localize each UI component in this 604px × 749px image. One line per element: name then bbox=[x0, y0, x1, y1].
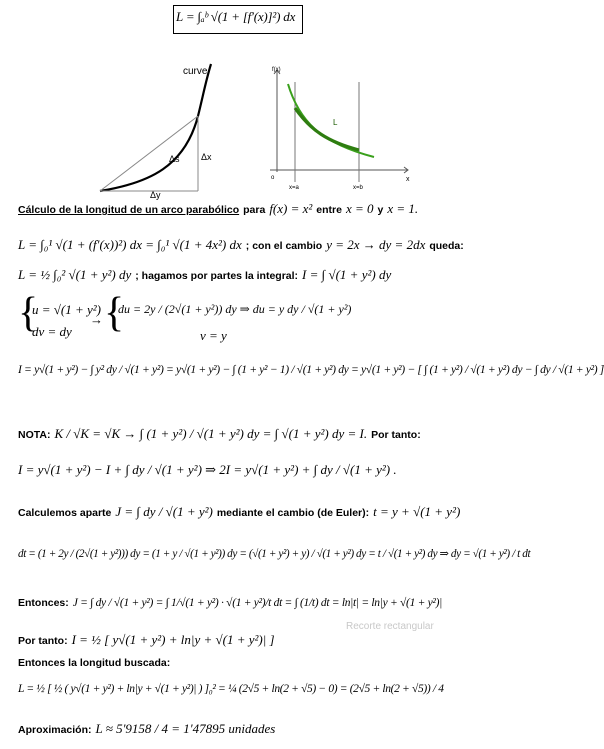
line-approximation bbox=[18, 720, 275, 738]
por-tanto-label: Por tanto: bbox=[18, 635, 68, 647]
calculemos-text: Calculemos aparte bbox=[18, 507, 112, 519]
queda-text: queda: bbox=[429, 240, 464, 252]
arc-curve bbox=[100, 64, 211, 191]
line-dt: dt = (1 + 2y / (2√(1 + y²))) dy = (1 + y / √(1 + y²)) dy = (√(1 + y²) + y) / √(1 + y²) dy = t / √(1 + y²) dy ⇒ dy = √(1 + y²) / t dt bbox=[18, 548, 531, 560]
aproximacion-label: Aproximación: bbox=[18, 724, 92, 736]
dy-label: Δy bbox=[150, 190, 161, 200]
para-word: para bbox=[243, 204, 266, 216]
longitud-label: Entonces la longitud buscada: bbox=[18, 657, 171, 669]
entre-word: entre bbox=[316, 204, 342, 216]
right-brace: { bbox=[104, 290, 125, 336]
lower-limit: x = 0 bbox=[345, 201, 374, 216]
x-axis-label: x bbox=[406, 176, 410, 183]
nota-por-tanto: Por tanto: bbox=[371, 429, 421, 441]
i-result: I = ½ [ y√(1 + y²) + ln|y + √(1 + y²)| ] bbox=[71, 632, 275, 647]
du-derivation: du = 2y / (2√(1 + y²)) dy ⇒ du = y dy / √(1 + y²) bbox=[118, 302, 352, 316]
section-heading: Cálculo de la longitud de un arco parabólico bbox=[18, 204, 240, 216]
dv-definition: dv = dy bbox=[32, 324, 72, 339]
upper-limit: x = 1. bbox=[387, 201, 419, 216]
function-curve bbox=[288, 84, 374, 157]
curve-label: curve bbox=[183, 66, 208, 77]
line-entonces-j bbox=[18, 593, 442, 611]
line-arc-integral bbox=[18, 236, 464, 254]
half-integral: L = ½ ∫₀² √(1 + y²) dy bbox=[18, 267, 132, 282]
change-formula: y = 2x → dy = 2dx bbox=[326, 237, 426, 252]
line-final-length: L = ½ [ ½ ( y√(1 + y²) + ln|y + √(1 + y²)| ) ]₀² = ¼ (2√5 + ln(2 + √5) − 0) = (2√5 + ln(2 + √5)) / 4 bbox=[18, 683, 444, 695]
curve-l-label: L bbox=[333, 118, 338, 127]
line-por-tanto-i bbox=[18, 631, 275, 649]
y-axis-label: f(x) bbox=[272, 67, 281, 73]
line-solve-i: I = y√(1 + y²) − I + ∫ dy / √(1 + y²) ⇒ 2I = y√(1 + y²) + ∫ dy / √(1 + y²) . bbox=[18, 462, 397, 477]
arc-segment bbox=[295, 108, 359, 150]
left-brace: { bbox=[18, 290, 39, 336]
nota-formula: K / √K = √K → ∫ (1 + y²) / √(1 + y²) dy = ∫ √(1 + y²) dy = I. bbox=[54, 426, 368, 441]
y-word: y bbox=[377, 204, 384, 216]
chord-line bbox=[100, 116, 198, 191]
j-integral: J = ∫ dy / √(1 + y²) bbox=[115, 504, 213, 519]
u-definition: u = √(1 + y²) bbox=[32, 302, 102, 317]
ds-label: Δs bbox=[169, 154, 180, 164]
nota-label: NOTA: bbox=[18, 429, 51, 441]
change-text: ; con el cambio bbox=[245, 240, 323, 252]
entonces-label: Entonces: bbox=[18, 597, 69, 609]
function-graph-figure bbox=[262, 62, 414, 192]
curve-triangle-figure bbox=[70, 58, 240, 198]
nota-line bbox=[18, 425, 421, 443]
arc-length-formula: L = ∫ₐᵇ √(1 + [f′(x)]²) dx bbox=[176, 9, 296, 24]
line-calc-j bbox=[18, 503, 460, 521]
arc-integral: L = ∫₀¹ √(1 + (f′(x))²) dx = ∫₀¹ √(1 + 4x²) dx bbox=[18, 237, 242, 252]
euler-text: mediante el cambio (de Euler): bbox=[216, 507, 370, 519]
by-parts-text: ; hagamos por partes la integral: bbox=[135, 270, 299, 282]
line-integral-y bbox=[18, 266, 391, 284]
function-definition: f(x) = x² bbox=[269, 201, 313, 216]
parts-system bbox=[18, 290, 508, 346]
integral-i: I = ∫ √(1 + y²) dy bbox=[302, 267, 392, 282]
line-integration-parts: I = y√(1 + y²) − ∫ y² dy / √(1 + y²) = y√(1 + y²) − ∫ (1 + y² − 1) / √(1 + y²) dy = y√(1 + y²) − [ ∫ (1 + y²) / √(1 + y²) dy − ∫ dy / √(1 + y²) ] bbox=[18, 363, 604, 376]
euler-change: t = y + √(1 + y²) bbox=[373, 504, 461, 519]
watermark-text: Recorte rectangular bbox=[346, 621, 434, 632]
j-result: J = ∫ dy / √(1 + y²) = ∫ 1/√(1 + y²) · √(1 + y²)/t dt = ∫ (1/t) dt = ln|t| = ln|y + √(1 + y²)| bbox=[72, 597, 442, 609]
origin-label: o bbox=[271, 175, 275, 181]
arrow-symbol: → bbox=[90, 312, 103, 327]
x-b-label: x=b bbox=[353, 185, 363, 191]
dx-label: Δx bbox=[201, 152, 212, 162]
section-title bbox=[18, 200, 418, 218]
x-a-label: x=a bbox=[289, 185, 299, 191]
approx-value: L ≈ 5'9158 / 4 = 1'47895 unidades bbox=[95, 721, 276, 736]
v-definition: v = y bbox=[200, 328, 227, 343]
